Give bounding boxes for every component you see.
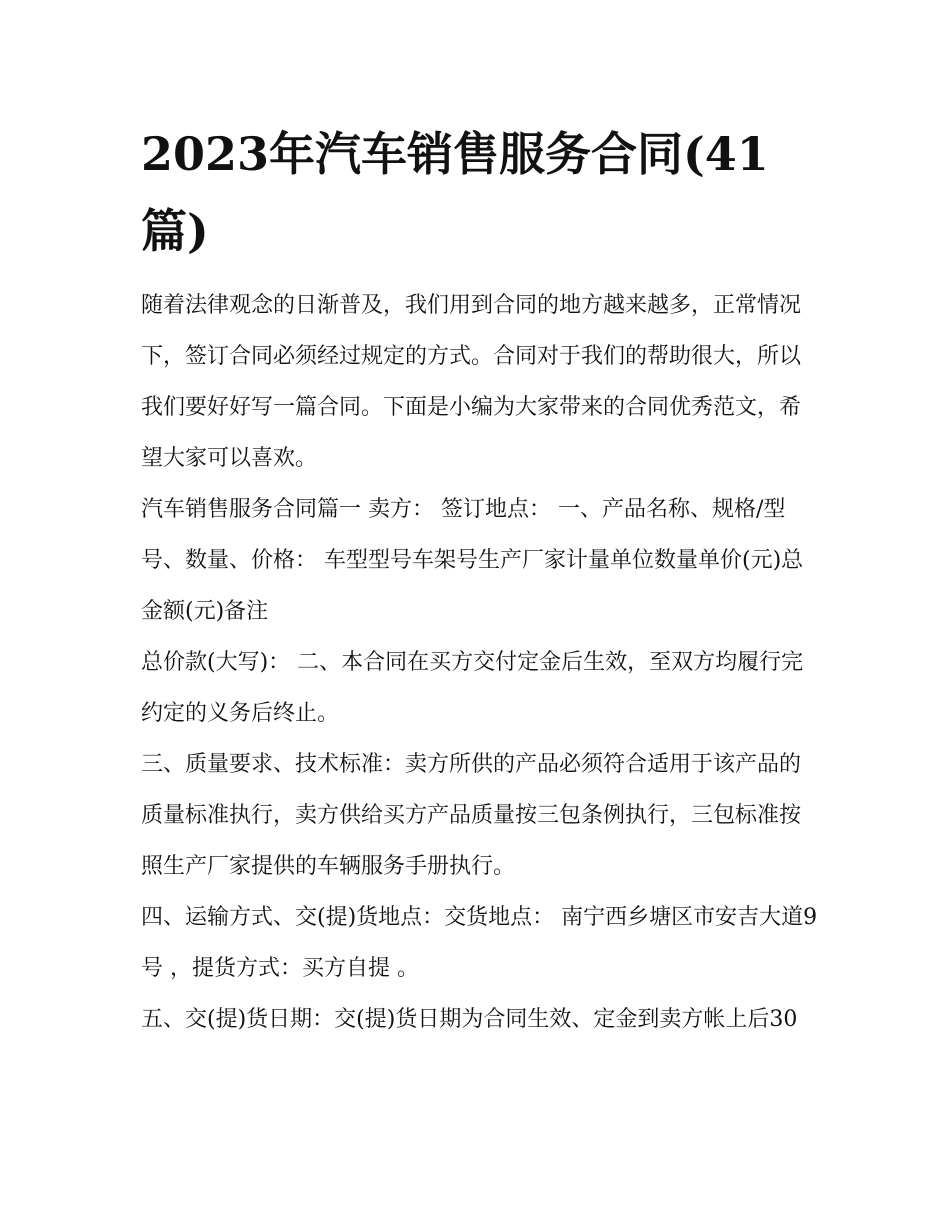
paragraph-section-one: 汽车销售服务合同篇一 卖方： 签订地点： 一、产品名称、规格/型号、数量、价格： 车型型号车架号生产厂家计量单位数量单价(元)总金额(元)备注: [141, 497, 804, 624]
paragraph-section-four: 四、运输方式、交(提)货地点：交货地点： 南宁西乡塘区市安吉大道9号 ，提货方式：买方自提 。: [141, 905, 818, 981]
document-title: 2023年汽车销售服务合同(41篇): [141, 127, 769, 258]
paragraph-section-two: 总价款(大写)： 二、本合同在买方交付定金后生效，至双方均履行完约定的义务后终止。: [141, 650, 804, 726]
paragraph-intro: 随着法律观念的日渐普及，我们用到合同的地方越来越多，正常情况下，签订合同必须经过规定的方式。合同对于我们的帮助很大，所以我们要好好写一篇合同。下面是小编为大家带来的合同优秀范文，希望大家可以喜欢。: [141, 293, 802, 471]
document-content: [141, 116, 821, 1045]
paragraph-section-three: 三、质量要求、技术标准：卖方所供的产品必须符合适用于该产品的质量标准执行，卖方供给买方产品质量按三包条例执行，三包标准按照生产厂家提供的车辆服务手册执行。: [141, 752, 802, 879]
paragraph-section-five: 五、交(提)货日期：交(提)货日期为合同生效、定金到卖方帐上后30: [141, 1007, 798, 1032]
